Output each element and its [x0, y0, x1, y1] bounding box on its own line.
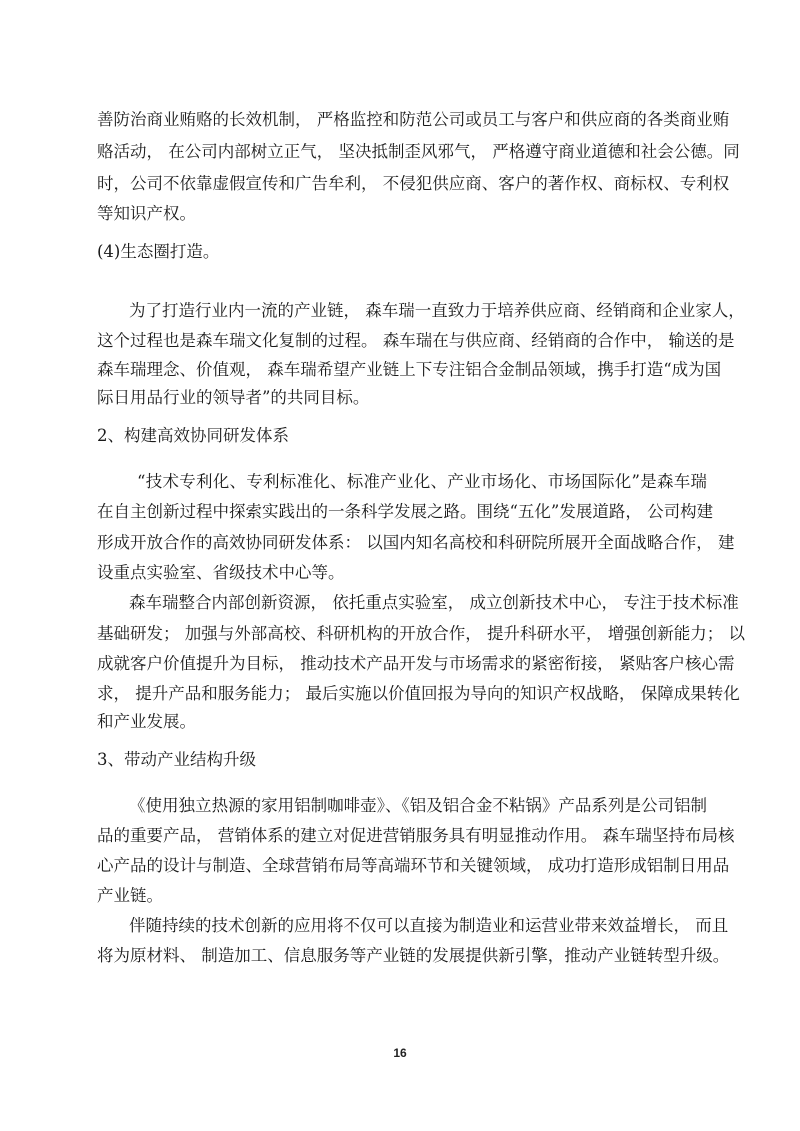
paragraph-line: 伴随持续的技术创新的应用将不仅可以直接为制造业和运营业带来效益增长， 而且: [129, 916, 729, 935]
paragraph-line: 为了打造行业内一流的产业链， 森车瑞一直致力于培养供应商、经销商和企业家人，: [129, 301, 745, 320]
paragraph-line: 《使用独立热源的家用铝制咖啡壶》、《铝及铝合金不粘锅》产品系列是公司铝制: [129, 796, 707, 815]
section-heading-3: 3、带动产业结构升级: [97, 750, 256, 769]
paragraph-line: 森车瑞理念、价值观， 森车瑞希望产业链上下专注铝合金制品领域，携手打造“成为国: [97, 360, 722, 379]
paragraph-line: 将为原材料、 制造加工、信息服务等产业链的发展提供新引擎，推动产业链转型升级。: [97, 946, 730, 965]
paragraph-line: 森车瑞整合内部创新资源， 依托重点实验室， 成立创新技术中心， 专注于技术标准: [129, 593, 739, 612]
paragraph-line: 品的重要产品， 营销体系的建立对促进营销服务具有明显推动作用。 森车瑞坚持布局核: [97, 826, 735, 845]
paragraph-line: “技术专利化、专利标准化、标准产业化、产业市场化、市场国际化”是森车瑞: [137, 472, 707, 491]
paragraph-line: 成就客户价值提升为目标， 推动技术产品开发与市场需求的紧密衔接， 紧贴客户核心需: [97, 654, 735, 673]
subheading-ecosystem: (4)生态圈打造。: [97, 242, 220, 261]
paragraph-line: 这个过程也是森车瑞文化复制的过程。 森车瑞在与供应商、经销商的合作中， 输送的是: [97, 331, 735, 350]
paragraph-line: 际日用品行业的领导者”的共同目标。: [97, 388, 370, 407]
paragraph-line: 在自主创新过程中探索实践出的一条科学发展之路。围绕“五化”发展道路， 公司构建: [97, 502, 714, 521]
paragraph-line: 善防治商业贿赂的长效机制， 严格监控和防范公司或员工与客户和供应商的各类商业贿: [97, 110, 730, 129]
paragraph-line: 形成开放合作的高效协同研发体系： 以国内知名高校和科研院所展开全面战略合作， 建: [97, 533, 735, 552]
paragraph-line: 设重点实验室、省级技术中心等。: [97, 563, 345, 582]
paragraph-line: 时，公司不依靠虚假宣传和广告牟利， 不侵犯供应商、客户的著作权、商标权、专利权: [97, 174, 730, 193]
paragraph-line: 赂活动， 在公司内部树立正气， 坚决抵制歪风邪气， 严格遵守商业道德和社会公德。同: [97, 142, 740, 161]
paragraph-line: 心产品的设计与制造、全球营销布局等高端环节和关键领域， 成功打造形成铝制日用品: [97, 856, 730, 875]
section-heading-2: 2、构建高效协同研发体系: [97, 426, 289, 445]
paragraph-line: 基础研发； 加强与外部高校、科研机构的开放合作， 提升科研水平， 增强创新能力； 以: [97, 624, 745, 643]
paragraph-line: 产业链。: [97, 886, 163, 905]
paragraph-line: 等知识产权。: [97, 204, 196, 223]
paragraph-line: 求， 提升产品和服务能力； 最后实施以价值回报为导向的知识产权战略， 保障成果转化: [97, 684, 740, 703]
paragraph-line: 和产业发展。: [97, 712, 196, 731]
page-number: 16: [393, 1046, 407, 1060]
